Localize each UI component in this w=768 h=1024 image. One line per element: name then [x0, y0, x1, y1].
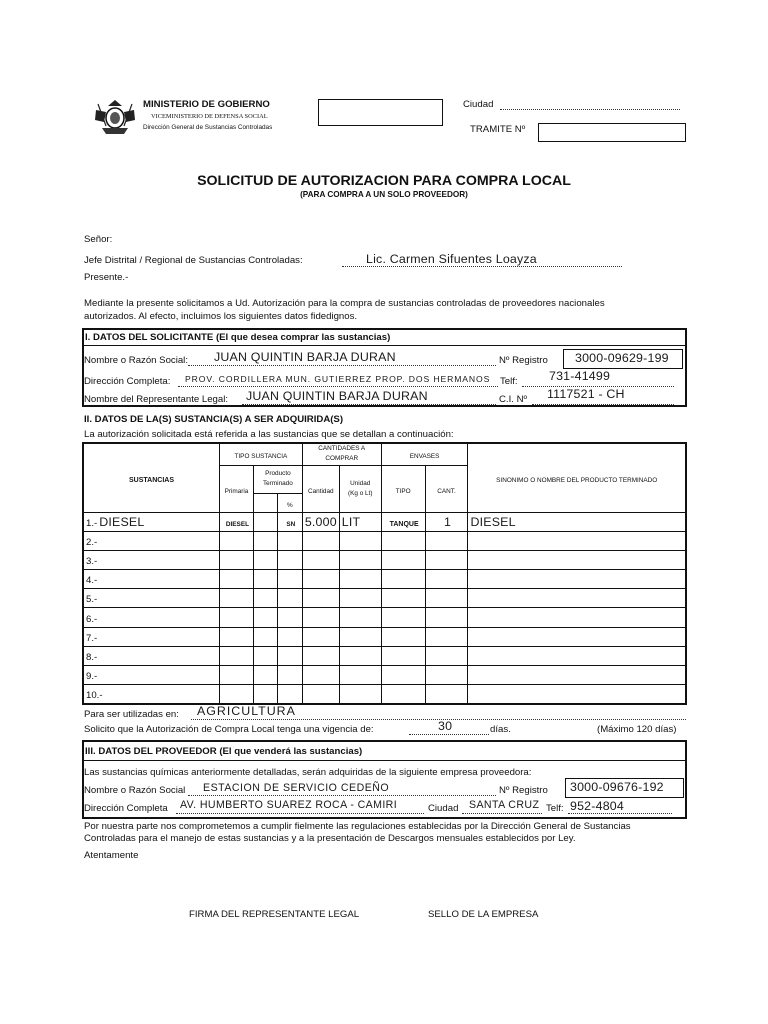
pct-cell[interactable]	[277, 685, 302, 705]
sinonimo-cell[interactable]	[468, 685, 686, 705]
table-row	[83, 550, 686, 569]
cant-cell[interactable]	[425, 589, 468, 608]
firma-label: FIRMA DEL REPRESENTANTE LEGAL	[189, 909, 360, 920]
solicitante-direccion-label: Dirección Completa:	[84, 376, 171, 387]
maximo-note: (Máximo 120 días)	[597, 724, 677, 735]
unidad-cell[interactable]	[339, 608, 381, 627]
solicitante-registro-value: 3000-09629-199	[575, 351, 669, 365]
commitment-line-2: Controladas para el manejo de estas sustancias y a la presentación de Descargos mensuales establecidos por Ley.	[84, 833, 576, 844]
pct-cell[interactable]	[277, 627, 302, 646]
sello-label: SELLO DE LA EMPRESA	[428, 909, 539, 920]
header-primaria: Primaria	[219, 465, 253, 512]
sinonimo-cell[interactable]	[468, 589, 686, 608]
sustancia-cell[interactable]	[83, 666, 219, 685]
pct-cell[interactable]	[277, 646, 302, 665]
unidad-value: LIT	[341, 514, 361, 529]
proveedor-nombre-label: Nombre o Razón Social	[84, 785, 186, 796]
unidad-cell[interactable]	[339, 646, 381, 665]
proveedor-telf-label: Telf:	[546, 803, 564, 814]
vigencia-label: Solicito que la Autorización de Compra Local tenga una vigencia de:	[84, 724, 374, 735]
section-3-heading: III. DATOS DEL PROVEEDOR (El que venderá las sustancias)	[85, 746, 363, 757]
proveedor-registro-value: 3000-09676-192	[570, 780, 664, 794]
cant-cell[interactable]	[425, 666, 468, 685]
unidad-cell[interactable]	[339, 531, 381, 550]
cantidad-cell[interactable]	[302, 589, 339, 608]
solicitante-direccion-value: PROV. CORDILLERA MUN. GUTIERREZ PROP. DOS HERMANOS	[185, 374, 491, 384]
header-sustancias: SUSTANCIAS	[83, 443, 219, 512]
table-row	[83, 646, 686, 665]
primaria-cell[interactable]	[219, 685, 253, 705]
sinonimo-cell[interactable]	[468, 512, 686, 531]
proveedor-ciudad-field[interactable]	[462, 813, 542, 814]
tipo-value: TANQUE	[389, 520, 419, 528]
section-1-heading: I. DATOS DEL SOLICITANTE (El que desea comprar las sustancias)	[85, 332, 391, 343]
substances-table	[82, 442, 687, 705]
cantidad-cell[interactable]	[302, 685, 339, 705]
tipo-cell[interactable]	[381, 512, 425, 531]
unidad-cell[interactable]	[339, 685, 381, 705]
ciudad-label: Ciudad	[463, 99, 494, 110]
commitment-line-1: Por nuestra parte nos comprometemos a cumplir fielmente las regulaciones establecidas por la Dirección General de Sustancias	[84, 821, 631, 832]
cantidad-cell[interactable]	[302, 627, 339, 646]
proveedor-ciudad-value: SANTA CRUZ	[469, 799, 540, 811]
unidad-cell[interactable]	[339, 627, 381, 646]
tipo-cell[interactable]	[381, 608, 425, 627]
atentamente: Atentamente	[84, 850, 139, 861]
cantidad-cell[interactable]	[302, 550, 339, 569]
coat-of-arms-logo	[92, 98, 138, 136]
primaria-cell[interactable]	[219, 608, 253, 627]
empty-cell[interactable]	[253, 627, 277, 646]
table-row	[83, 570, 686, 589]
proveedor-ciudad-label: Ciudad	[428, 803, 459, 814]
header-cantidades: CANTIDADES A COMPRAR	[302, 443, 381, 465]
representante-field[interactable]	[242, 404, 496, 405]
cantidad-cell[interactable]	[302, 570, 339, 589]
row-number: 8.-	[86, 651, 98, 663]
representante-label: Nombre del Representante Legal:	[84, 394, 228, 405]
header-producto-terminado: Producto Terminado	[253, 465, 302, 493]
row-number: 6.-	[86, 613, 98, 625]
unidad-cell[interactable]	[339, 570, 381, 589]
ci-value: 1117521 - CH	[547, 387, 625, 401]
cant-cell[interactable]	[425, 531, 468, 550]
solicitante-telf-label: Telf:	[500, 376, 518, 387]
cantidad-cell[interactable]	[302, 646, 339, 665]
tipo-cell[interactable]	[381, 646, 425, 665]
empty-cell[interactable]	[253, 646, 277, 665]
cant-cell[interactable]	[425, 570, 468, 589]
table-row	[83, 531, 686, 550]
row-number: 1.-	[86, 517, 98, 529]
sustancia-cell[interactable]	[83, 627, 219, 646]
proveedor-direccion-value: AV. HUMBERTO SUAREZ ROCA - CAMIRI	[180, 799, 398, 811]
proveedor-direccion-label: Dirección Completa	[84, 803, 168, 814]
cant-cell[interactable]	[425, 550, 468, 569]
sustancia-cell[interactable]	[83, 550, 219, 569]
ciudad-field[interactable]	[500, 109, 680, 110]
unidad-cell[interactable]	[339, 512, 381, 531]
solicitante-nombre-label: Nombre o Razón Social:	[84, 355, 188, 366]
pct-cell[interactable]	[277, 666, 302, 685]
representante-value: JUAN QUINTIN BARJA DURAN	[246, 389, 428, 403]
pct-cell[interactable]	[277, 531, 302, 550]
sinonimo-cell[interactable]	[468, 646, 686, 665]
row-number: 7.-	[86, 632, 98, 644]
unidad-cell[interactable]	[339, 666, 381, 685]
stamp-box	[318, 99, 443, 126]
cantidad-cell[interactable]	[302, 512, 339, 531]
ci-field[interactable]	[532, 404, 674, 405]
proveedor-nombre-field[interactable]	[188, 795, 496, 796]
sinonimo-cell[interactable]	[468, 570, 686, 589]
proveedor-direccion-field[interactable]	[176, 813, 424, 814]
jefe-label: Jefe Distrital / Regional de Sustancias Controladas:	[84, 255, 303, 266]
ci-label: C.I. Nº	[499, 394, 528, 405]
header-percent: %	[277, 493, 302, 512]
row-number: 3.-	[86, 555, 98, 567]
tramite-field[interactable]	[538, 123, 686, 142]
presente: Presente.-	[84, 272, 129, 283]
cantidad-cell[interactable]	[302, 608, 339, 627]
sustancia-cell[interactable]	[83, 531, 219, 550]
row-number: 5.-	[86, 594, 98, 606]
utilizadas-label: Para ser utilizadas en:	[84, 709, 179, 720]
header-cant: CANT.	[425, 465, 468, 512]
pct-cell[interactable]	[277, 550, 302, 569]
direction-name: Dirección General de Sustancias Controladas	[143, 124, 273, 131]
tipo-cell[interactable]	[381, 666, 425, 685]
intro-paragraph-1: Mediante la presente solicitamos a Ud. Autorización para la compra de sustancias controladas de proveedores nacionales	[84, 298, 605, 309]
header-tipo-sustancia: TIPO SUSTANCIA	[219, 443, 302, 465]
empty-cell[interactable]	[253, 685, 277, 705]
sustancia-cell[interactable]	[83, 646, 219, 665]
sinonimo-cell[interactable]	[468, 666, 686, 685]
proveedor-nombre-value: ESTACION DE SERVICIO CEDEÑO	[203, 782, 390, 794]
tipo-cell[interactable]	[381, 685, 425, 705]
tipo-cell[interactable]	[381, 589, 425, 608]
primaria-cell[interactable]	[219, 627, 253, 646]
sustancia-cell[interactable]	[83, 685, 219, 705]
header-envases: ENVASES	[381, 443, 468, 465]
empty-cell[interactable]	[253, 666, 277, 685]
primaria-cell[interactable]	[219, 570, 253, 589]
empty-cell[interactable]	[253, 550, 277, 569]
table-row	[83, 589, 686, 608]
vigencia-field[interactable]	[409, 734, 489, 735]
solicitante-direccion-field[interactable]	[178, 386, 498, 387]
section-2-heading: II. DATOS DE LA(S) SUSTANCIA(S) A SER ADQUIRIDA(S)	[84, 414, 344, 425]
salutation: Señor:	[84, 234, 113, 245]
utilizadas-value: AGRICULTURA	[197, 704, 296, 718]
sustancia-cell[interactable]	[83, 589, 219, 608]
table-row	[83, 666, 686, 685]
header-cantidad: Cantidad	[302, 465, 339, 512]
tipo-cell[interactable]	[381, 570, 425, 589]
solicitante-nombre-field[interactable]	[188, 365, 496, 366]
primaria-value: DIESEL	[225, 520, 249, 528]
row-number: 9.-	[86, 671, 98, 683]
sinonimo-cell[interactable]	[468, 531, 686, 550]
primaria-cell[interactable]	[219, 512, 253, 531]
table-row	[83, 627, 686, 646]
primaria-cell[interactable]	[219, 531, 253, 550]
proveedor-telf-field[interactable]	[568, 813, 672, 814]
sinonimo-cell[interactable]	[468, 627, 686, 646]
header-sinonimo: SINONIMO O NOMBRE DEL PRODUCTO TERMINADO	[468, 443, 686, 512]
cant-cell[interactable]	[425, 608, 468, 627]
intro-paragraph-2: autorizados. Al efecto, incluimos los siguientes datos fidedignos.	[84, 311, 358, 322]
row-number: 10.-	[86, 690, 103, 702]
primaria-cell[interactable]	[219, 550, 253, 569]
empty-cell[interactable]	[253, 531, 277, 550]
solicitante-telf-value: 731-41499	[549, 369, 611, 383]
solicitante-nombre-value: JUAN QUINTIN BARJA DURAN	[214, 350, 396, 364]
unidad-cell[interactable]	[339, 550, 381, 569]
pct-cell[interactable]	[277, 608, 302, 627]
table-row	[83, 608, 686, 627]
document-title: SOLICITUD DE AUTORIZACION PARA COMPRA LOCAL	[197, 173, 571, 189]
vigencia-value: 30	[438, 719, 453, 733]
tramite-label: TRAMITE Nº	[470, 124, 526, 135]
cant-cell[interactable]	[425, 512, 468, 531]
section-3-intro: Las sustancias químicas anteriormente detalladas, serán adquiridas de la siguiente empresa proveedora:	[84, 767, 532, 778]
unidad-cell[interactable]	[339, 589, 381, 608]
cant-cell[interactable]	[425, 685, 468, 705]
sustancia-cell[interactable]	[83, 608, 219, 627]
empty-cell[interactable]	[253, 570, 277, 589]
row-number: 4.-	[86, 575, 98, 587]
pct-cell[interactable]	[277, 589, 302, 608]
primaria-cell[interactable]	[219, 646, 253, 665]
empty-cell[interactable]	[253, 512, 277, 531]
sinonimo-cell[interactable]	[468, 550, 686, 569]
tipo-cell[interactable]	[381, 531, 425, 550]
vice-ministry-name: VICEMINISTERIO DE DEFENSA SOCIAL	[151, 113, 268, 120]
empty-cell[interactable]	[253, 608, 277, 627]
cant-cell[interactable]	[425, 646, 468, 665]
document-subtitle: (PARA COMPRA A UN SOLO PROVEEDOR)	[300, 190, 468, 199]
solicitante-registro-label: Nº Registro	[499, 355, 548, 366]
table-row	[83, 512, 686, 531]
sustancia-value: DIESEL	[99, 514, 145, 529]
primaria-cell[interactable]	[219, 666, 253, 685]
sinonimo-value: DIESEL	[470, 514, 516, 529]
sinonimo-cell[interactable]	[468, 608, 686, 627]
sustancia-cell[interactable]	[83, 570, 219, 589]
proveedor-registro-label: Nº Registro	[499, 785, 548, 796]
jefe-value: Lic. Carmen Sifuentes Loayza	[366, 252, 537, 266]
ministry-name: MINISTERIO DE GOBIERNO	[143, 99, 270, 110]
pct-cell[interactable]	[277, 570, 302, 589]
cant-value: 1	[443, 514, 452, 529]
tipo-cell[interactable]	[381, 550, 425, 569]
cantidad-cell[interactable]	[302, 666, 339, 685]
pct-cell[interactable]	[277, 512, 302, 531]
dias-label: días.	[490, 724, 511, 735]
jefe-field[interactable]	[342, 266, 622, 267]
proveedor-telf-value: 952-4804	[570, 799, 624, 813]
primaria-cell[interactable]	[219, 589, 253, 608]
empty-cell[interactable]	[253, 589, 277, 608]
header-unidad: Unidad (Kg o Lt)	[339, 465, 381, 512]
cantidad-value: 5.000	[304, 514, 337, 529]
row-number: 2.-	[86, 536, 98, 548]
pct-value: SN	[286, 520, 296, 528]
cantidad-cell[interactable]	[302, 531, 339, 550]
sustancia-cell[interactable]	[83, 512, 219, 531]
tipo-cell[interactable]	[381, 627, 425, 646]
table-row	[83, 685, 686, 705]
header-tipo: TIPO	[381, 465, 425, 512]
cant-cell[interactable]	[425, 627, 468, 646]
section-2-intro: La autorización solicitada está referida a las sustancias que se detallan a continuación:	[84, 429, 454, 440]
